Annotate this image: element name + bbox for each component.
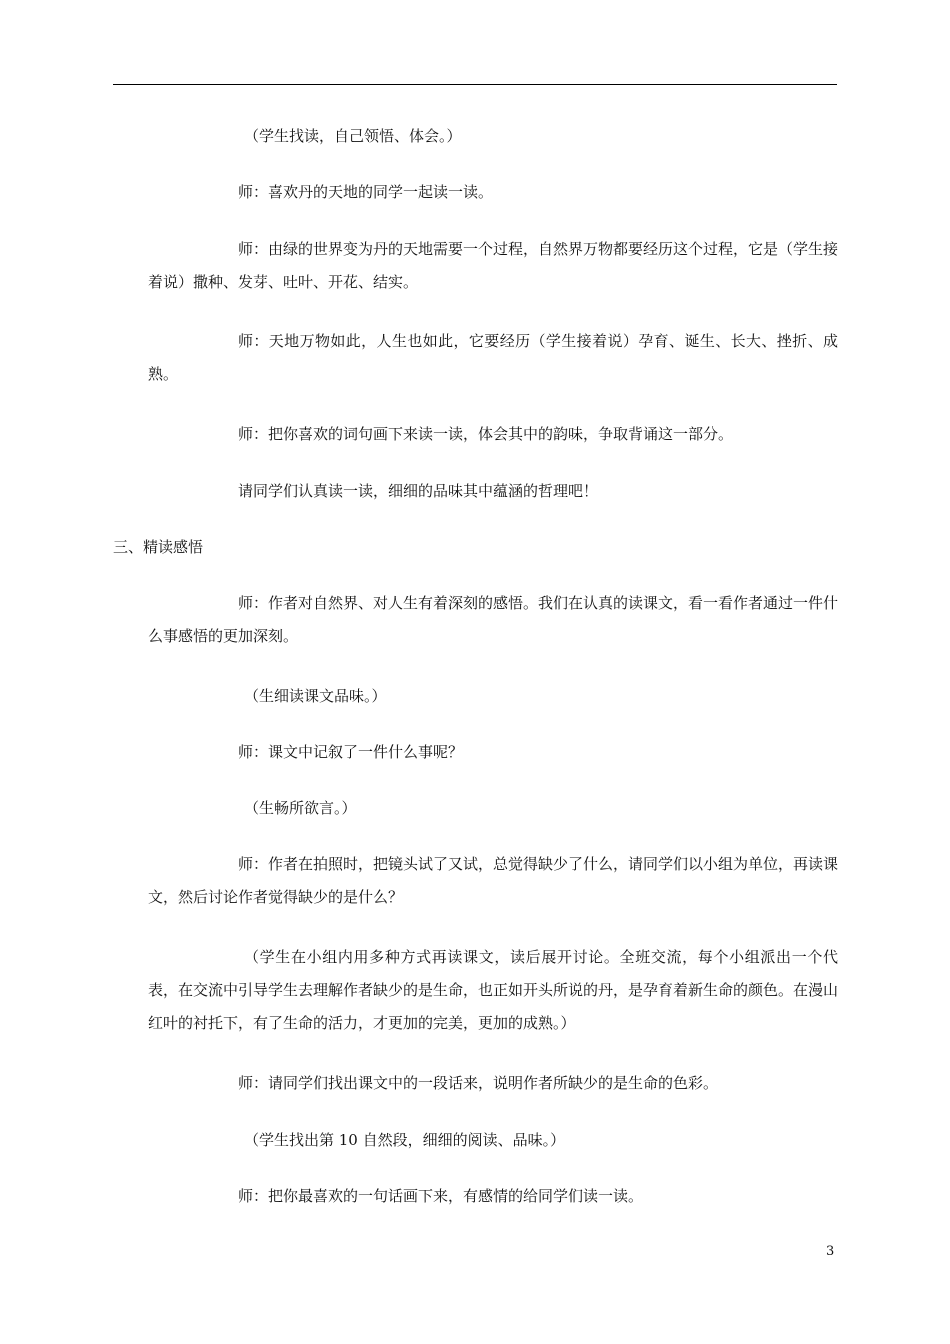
paragraph-teacher-photo: 师：作者在拍照时，把镜头试了又试，总觉得缺少了什么，请同学们以小组为单位，再读课文，然后讨论作者觉得缺少的是什么？ <box>148 855 839 906</box>
section-heading-close-reading: 三、精读感悟 <box>113 538 204 556</box>
paragraph-teacher-favorite-sentence: 师：把你最喜欢的一句话画下来，有感情的给同学们读一读。 <box>238 1187 644 1205</box>
paragraph-student-savor: （生细读课文品味。） <box>244 687 387 705</box>
page-number: 3 <box>826 1244 835 1259</box>
paragraph-student-reading: （学生找读，自己领悟、体会。） <box>244 127 462 145</box>
paragraph-teacher-process: 师：由绿的世界变为丹的天地需要一个过程，自然界万物都要经历这个过程，它是（学生接着说）撒种、发芽、吐叶、开花、结实。 <box>148 240 839 291</box>
paragraph-read-carefully: 请同学们认真读一读，细细的品味其中蕴涵的哲理吧！ <box>238 482 599 500</box>
paragraph-student-discussion: （学生在小组内用多种方式再读课文，读后展开讨论。全班交流，每个小组派出一个代表，在交流中引导学生去理解作者缺少的是生命，也正如开头所说的丹，是孕育着新生命的颜色。在漫山红叶的衬托下，有了生命的活力，才更加的完美，更加的成熟。） <box>148 948 839 1032</box>
paragraph-teacher-life: 师：天地万物如此，人生也如此，它要经历（学生接着说）孕育、诞生、长大、挫折、成熟。 <box>148 332 838 383</box>
header-rule <box>113 84 837 85</box>
paragraph-teacher-underline: 师：把你喜欢的词句画下来读一读，体会其中的韵味，争取背诵这一部分。 <box>238 425 734 443</box>
paragraph-student-find-section: （学生找出第 10 自然段，细细的阅读、品味。） <box>244 1131 566 1149</box>
paragraph-teacher-read-together: 师：喜欢丹的天地的同学一起读一读。 <box>238 183 494 201</box>
paragraph-teacher-insight: 师：作者对自然界、对人生有着深刻的感悟。我们在认真的读课文，看一看作者通过一件什么事感悟的更加深刻。 <box>148 594 839 645</box>
paragraph-teacher-find-passage: 师：请同学们找出课文中的一段话来，说明作者所缺少的是生命的色彩。 <box>238 1074 719 1092</box>
paragraph-teacher-question: 师：课文中记叙了一件什么事呢？ <box>238 743 464 761</box>
paragraph-student-speak: （生畅所欲言。） <box>244 799 357 817</box>
